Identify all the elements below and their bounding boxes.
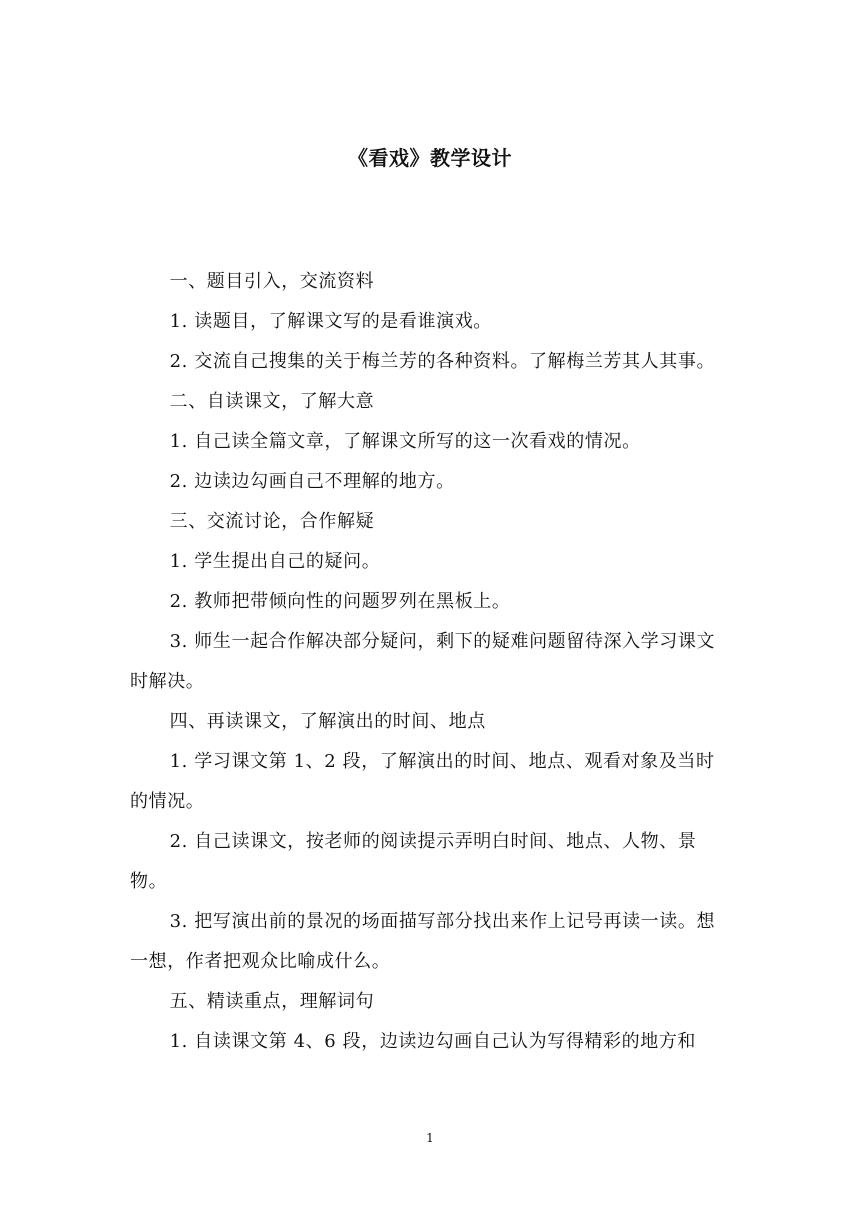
section-heading: 一、题目引入，交流资料 xyxy=(169,271,375,292)
list-item: 2. 自己读课文，按老师的阅读提示弄明白时间、地点、人物、景物。 xyxy=(130,831,697,892)
list-item: 2. 教师把带倾向性的问题罗列在黑板上。 xyxy=(169,591,511,612)
list-item: 1. 自己读全篇文章，了解课文所写的这一次看戏的情况。 xyxy=(169,431,641,452)
list-item: 3. 把写演出前的景况的场面描写部分找出来作上记号再读一读。想一想，作者把观众比喻成什么。 xyxy=(130,911,716,972)
section-heading: 四、再读课文，了解演出的时间、地点 xyxy=(169,711,486,732)
list-item: 1. 读题目，了解课文写的是看谁演戏。 xyxy=(169,311,492,332)
list-item: 1. 自读课文第 4、6 段，边读边勾画自己认为写得精彩的地方和 xyxy=(169,1031,697,1052)
list-item: 1. 学生提出自己的疑问。 xyxy=(169,551,381,572)
list-item: 3. 师生一起合作解决部分疑问，剩下的疑难问题留待深入学习课文时解决。 xyxy=(130,631,716,692)
document-title: 《看戏》教学设计 xyxy=(348,146,512,170)
list-item: 2. 交流自己搜集的关于梅兰芳的各种资料。了解梅兰芳其人其事。 xyxy=(169,351,716,372)
page-number: 1 xyxy=(426,1131,434,1145)
section-heading: 三、交流讨论，合作解疑 xyxy=(169,511,375,532)
document-body xyxy=(130,262,730,1062)
section-heading: 五、精读重点，理解词句 xyxy=(169,991,375,1012)
list-item: 2. 边读边勾画自己不理解的地方。 xyxy=(169,471,455,492)
section-heading: 二、自读课文，了解大意 xyxy=(169,391,375,412)
list-item: 1. 学习课文第 1、2 段，了解演出的时间、地点、观看对象及当时的情况。 xyxy=(130,751,715,812)
